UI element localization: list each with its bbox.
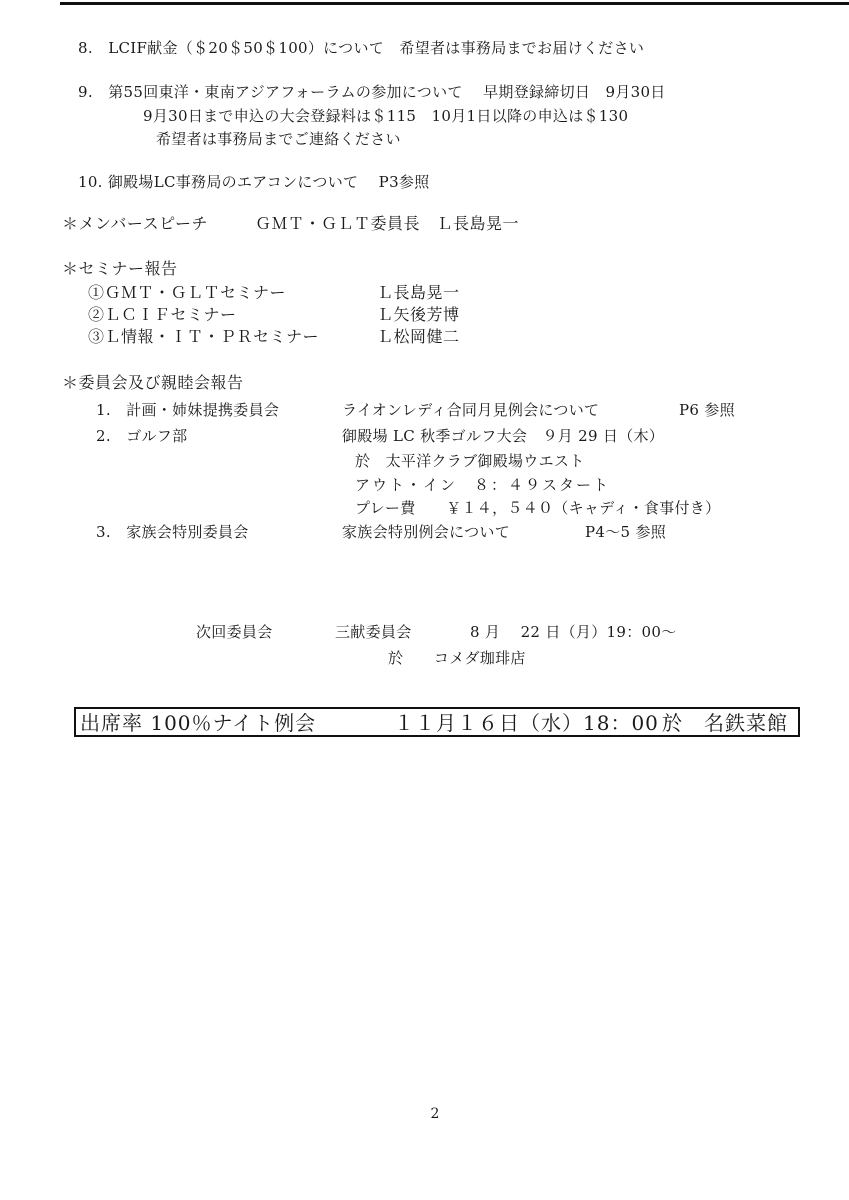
- banner-date: １１月１６日（水）18：00: [394, 711, 659, 735]
- banner-venue: 於 名鉄菜館: [662, 711, 788, 735]
- banner-title: 出席率 100％ナイト例会: [80, 711, 317, 735]
- seminar-item-name: Ｌ矢後芳博: [377, 305, 460, 324]
- next-meeting-venue: 於 コメダ珈琲店: [388, 649, 526, 667]
- committee-3-ref: P4～5 参照: [585, 523, 667, 541]
- committee-1-ref: P6 参照: [679, 401, 735, 419]
- seminar-item-name: Ｌ松岡健二: [377, 327, 460, 346]
- agenda-item-9-line-2: 9月30日まで申込の大会登録料は＄115 10月1日以降の申込は＄130: [143, 107, 629, 125]
- committee-2-detail-1: 御殿場 LC 秋季ゴルフ大会 ９月 29 日（木）: [342, 427, 665, 445]
- committee-2-detail-4: プレー費 ￥１４，５４０（キャディ・食事付き）: [355, 499, 721, 517]
- seminar-item-name: Ｌ長島晃一: [377, 283, 460, 302]
- committee-2-detail-2: 於 太平洋クラブ御殿場ウエスト: [355, 452, 585, 470]
- committee-3-name: 3. 家族会特別委員会: [96, 523, 249, 541]
- committee-1-detail: ライオンレディ合同月見例会について: [342, 401, 600, 419]
- committee-2-detail-3: アウト・イン ８：４９スタート: [355, 476, 611, 494]
- next-meeting-label: 次回委員会: [196, 623, 273, 641]
- next-meeting-date: 8 月 22 日（月）19：00～: [470, 623, 677, 641]
- agenda-item-9-line-1: 9. 第55回東洋・東南アジアフォーラムの参加について 早期登録締切日 9月30日: [78, 83, 666, 101]
- committee-3-detail: 家族会特別例会について: [342, 523, 511, 541]
- member-speech-heading: ＊メンバースピーチ: [62, 214, 208, 233]
- committee-heading: ＊委員会及び親睦会報告: [62, 373, 244, 392]
- agenda-item-9-line-3: 希望者は事務局までご連絡ください: [156, 130, 401, 148]
- seminar-item-title: ①ＧＭＴ・ＧＬＴセミナー: [88, 283, 287, 302]
- attendance-banner: [74, 707, 800, 737]
- next-meeting-committee: 三献委員会: [335, 623, 412, 641]
- agenda-item-10: 10. 御殿場LC事務局のエアコンについて P3参照: [78, 173, 430, 191]
- committee-2-name: 2. ゴルフ部: [96, 427, 188, 445]
- committee-1-name: 1. 計画・姉妹提携委員会: [96, 401, 280, 419]
- agenda-item-8: 8. LCIF献金（＄20＄50＄100）について 希望者は事務局までお届けください: [78, 39, 645, 57]
- member-speech-speaker: ＧＭＴ・ＧＬＴ委員長 Ｌ長島晃一: [255, 214, 520, 233]
- top-border-line: [60, 2, 849, 5]
- page-number: 2: [430, 1106, 440, 1122]
- seminar-item-title: ②ＬＣＩＦセミナー: [88, 305, 237, 324]
- seminar-heading: ＊セミナー報告: [62, 259, 178, 278]
- seminar-item-title: ③Ｌ情報・ＩＴ・ＰＲセミナー: [88, 327, 320, 346]
